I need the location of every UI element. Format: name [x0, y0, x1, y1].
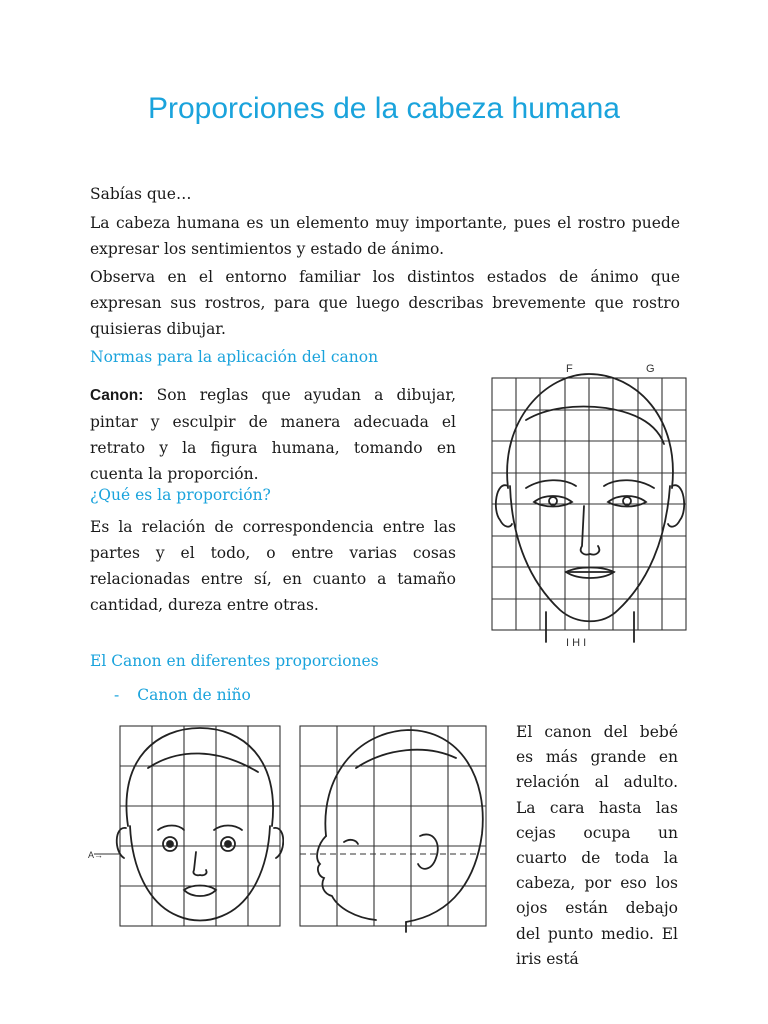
canon-nino-bullet: [114, 686, 251, 704]
canon-nino-label: Canon de niño: [137, 686, 251, 704]
label-bottom: I H I: [566, 637, 587, 649]
proporcion-definition: Es la relación de correspondencia entre las partes y el todo, o entre varias cosas relacionadas entre sí, en cuanto a tamaño cantidad, dureza entre otras.: [90, 518, 456, 614]
canon-term: Canon:: [90, 387, 144, 404]
intro-paragraph-2: Observa en el entorno familiar los distintos estados de ánimo que expresan sus rostros, para que luego describas brevemente que rostro quisieras dibujar.: [90, 268, 680, 338]
canon-section-heading: El Canon en diferentes proporciones: [90, 652, 379, 670]
adult-head-canon-figure: [486, 360, 696, 650]
label-f: F: [566, 363, 573, 375]
child-head-profile-figure: [296, 718, 494, 936]
label-a: A→: [88, 850, 104, 860]
page-title: Proporciones de la cabeza humana: [148, 92, 620, 125]
child-head-front-figure: [88, 718, 284, 936]
proporcion-heading: ¿Qué es la proporción?: [90, 486, 271, 504]
normas-heading: Normas para la aplicación del canon: [90, 348, 379, 366]
intro-paragraph-1: La cabeza humana es un elemento muy importante, pues el rostro puede expresar los sentimientos y estado de ánimo.: [90, 214, 680, 258]
label-g: G: [646, 363, 655, 375]
canon-bebe-text: El canon del bebé es más grande en relación al adulto. La cara hasta las cejas ocupa un cuarto de toda la cabeza, por eso los ojos están debajo del punto medio. El iris está: [516, 723, 678, 968]
canon-definition-text: Son reglas que ayudan a dibujar, pintar y esculpir de manera adecuada el retrato y la figura humana, tomando en cuenta la proporción.: [90, 386, 456, 483]
sabias-que-text: Sabías que…: [90, 185, 192, 203]
canon-definition: [90, 382, 456, 487]
bullet-dash: -: [114, 686, 120, 704]
